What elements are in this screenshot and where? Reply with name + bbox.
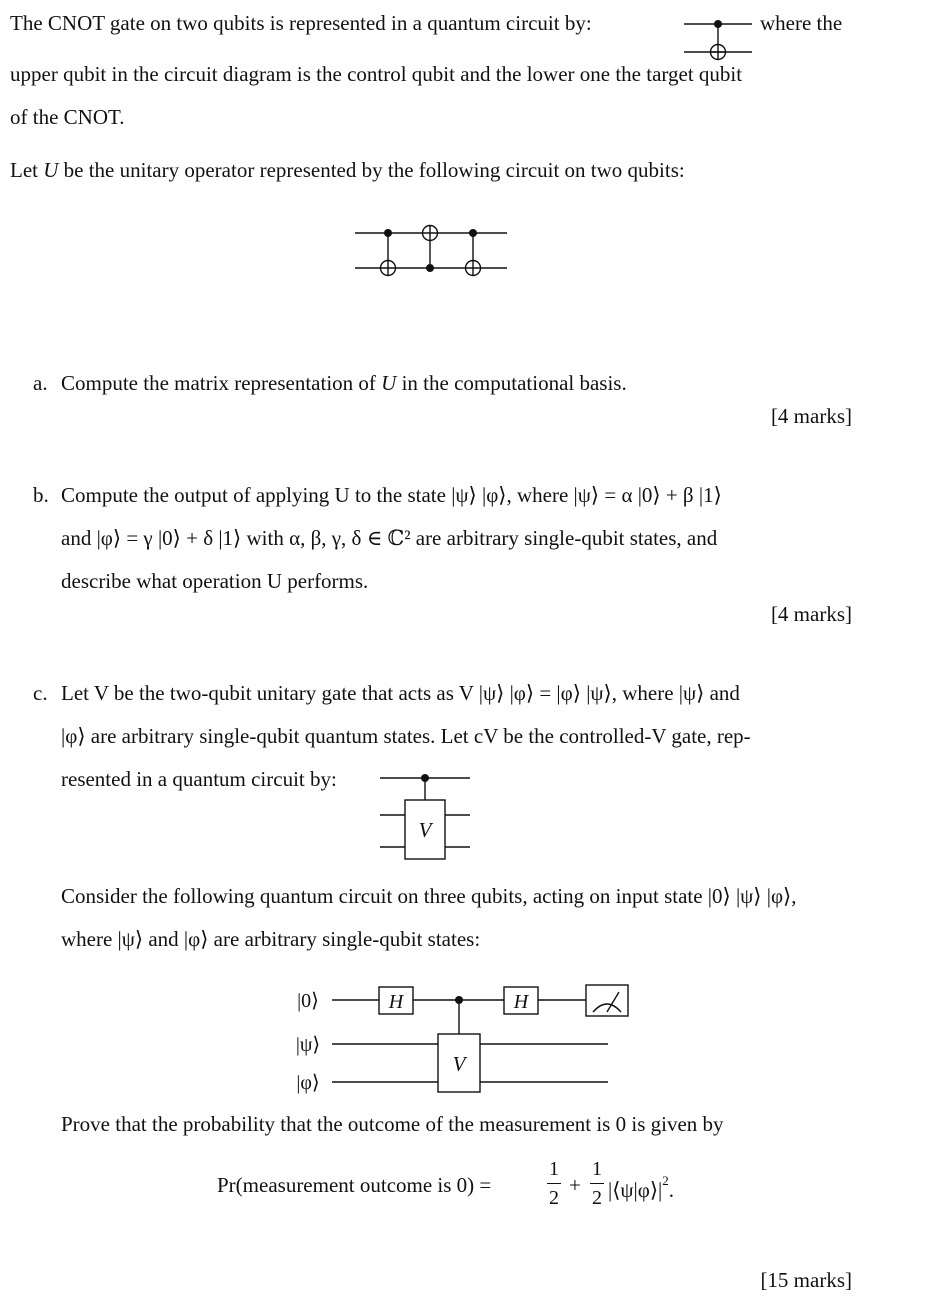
intro-line-3: of the CNOT. <box>10 105 125 129</box>
intro-line-1: The CNOT gate on two qubits is represented in a quantum circuit by: <box>10 11 592 35</box>
fraction-2-denominator: 2 <box>592 1187 602 1209</box>
formula-plus: + <box>569 1173 581 1197</box>
fraction-2-bar <box>590 1183 604 1184</box>
part-a-marks: [4 marks] <box>770 404 852 428</box>
intro-line-2: upper qubit in the circuit diagram is the control qubit and the lower one the target qubit <box>10 62 743 86</box>
part-c-line-4: Consider the following quantum circuit on three qubits, acting on input state |0⟩ |ψ⟩ |φ⟩, <box>61 884 797 908</box>
formula-period: . <box>668 1178 675 1202</box>
fraction-1-numerator: 1 <box>549 1158 559 1180</box>
part-c-line-3: resented in a quantum circuit by: <box>61 767 337 791</box>
inner-product-abs: |⟨ψ|φ⟩| <box>608 1178 663 1202</box>
operator-U: U <box>43 158 59 182</box>
part-b-line-3: describe what operation U performs. <box>61 569 369 593</box>
part-b-line-2: and |φ⟩ = γ |0⟩ + δ |1⟩ with α, β, γ, δ ∈ ℂ² are arbitrary single-qubit states, and <box>61 526 718 550</box>
part-a-operator-U: U <box>381 371 397 395</box>
controlled-V-gate-label: V <box>418 818 432 842</box>
three-qubit-circuit <box>288 980 638 1095</box>
input-label-psi: |ψ⟩ <box>295 1034 321 1056</box>
fraction-1-bar <box>547 1183 561 1184</box>
part-c-line-1: Let V be the two-qubit unitary gate that acts as V |ψ⟩ |φ⟩ = |φ⟩ |ψ⟩, where |ψ⟩ and <box>61 681 740 705</box>
part-c-label: c. <box>33 681 48 705</box>
hadamard-gate-2: H <box>513 991 529 1013</box>
part-c-marks: [15 marks] <box>760 1268 852 1292</box>
intro-line-4-b: be the unitary operator represented by the following circuit on two qubits: <box>58 158 685 182</box>
fraction-1-denominator: 2 <box>549 1187 559 1209</box>
part-a-text-a: Compute the matrix representation of <box>61 371 382 395</box>
inner-product-term <box>608 1172 674 1203</box>
part-b-label: b. <box>33 483 49 507</box>
V-gate-label: V <box>452 1052 466 1076</box>
cnot-gate-inline-diagram <box>684 18 754 60</box>
part-a-text-b: in the computational basis. <box>396 371 627 395</box>
input-label-0: |0⟩ <box>297 990 319 1012</box>
part-a-question <box>61 370 627 396</box>
part-c-line-6: Prove that the probability that the outcome of the measurement is 0 is given by <box>61 1112 724 1136</box>
part-c-line-2: |φ⟩ are arbitrary single-qubit quantum states. Let cV be the controlled-V gate, rep- <box>61 724 751 748</box>
probability-formula-lhs: Pr(measurement outcome is 0) = <box>217 1173 492 1197</box>
unitary-U-circuit <box>355 225 510 275</box>
exponent-2: 2 <box>662 1173 669 1188</box>
fraction-2-numerator: 1 <box>592 1158 602 1180</box>
part-b-marks: [4 marks] <box>770 602 852 626</box>
input-label-phi: |φ⟩ <box>296 1072 320 1094</box>
hadamard-gate-1: H <box>388 991 404 1013</box>
part-c-line-5: where |ψ⟩ and |φ⟩ are arbitrary single-qubit states: <box>61 927 481 951</box>
part-a-label: a. <box>33 371 48 395</box>
intro-line-4-a: Let <box>10 158 44 182</box>
controlled-V-gate-diagram <box>380 770 472 860</box>
intro-line-1-end: where the <box>760 11 843 35</box>
intro-line-4 <box>10 157 685 183</box>
part-b-line-1: Compute the output of applying U to the state |ψ⟩ |φ⟩, where |ψ⟩ = α |0⟩ + β |1⟩ <box>61 483 722 507</box>
